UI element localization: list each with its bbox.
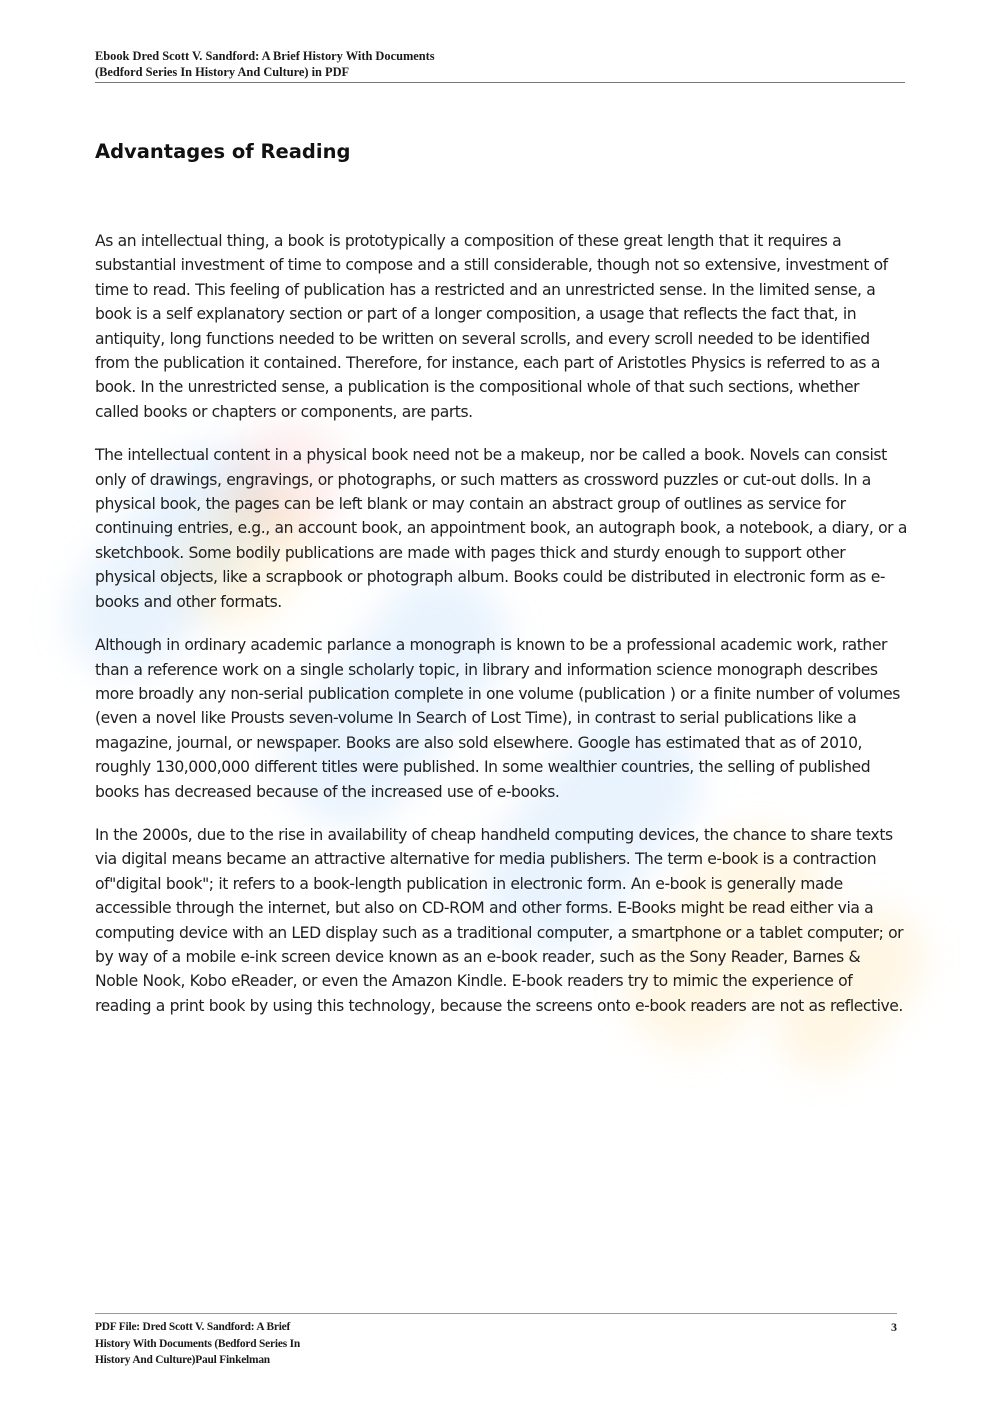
footer-source-text: [95, 1319, 365, 1369]
paragraph: The intellectual content in a physical book need not be a makeup, nor be called a book. Novels can consist only of drawings, engravings, or photographs, or such matters as crossword puzzles or cut-out dolls. In a physical book, the pages can be left blank or may contain an abstract group of outlines as service for continuing entries, e.g., an account book, an appointment book, an autograph book, a notebook, a diary, or a sketchbook. Some bodily publications are made with pages thick and sturdy enough to support other physical objects, like a scrapbook or photograph album. Books could be distributed in electronic form as e-books and other formats.: [95, 446, 907, 611]
paragraph: In the 2000s, due to the rise in availability of cheap handheld computing devices, the chance to share texts via digital means became an attractive alternative for media publishers. The term e-book is a contraction of"digital book"; it refers to a book-length publication in electronic form. An e-book is generally made accessible through the internet, but also on CD-ROM and other forms. E-Books might be read either via a computing device with an LED display such as a traditional computer, a smartphone or a tablet computer; or by way of a mobile e-ink screen device known as an e-book reader, such as the Sony Reader, Barnes & Noble Nook, Kobo eReader, or even the Amazon Kindle. E-book readers try to mimic the experience of reading a print book by using this technology, because the screens onto e-book readers are not as reflective.: [95, 825, 904, 1015]
header-title-line-2: (Bedford Series In History And Culture) in PDF: [95, 65, 350, 79]
paragraph: As an intellectual thing, a book is prototypically a composition of these great length that it requires a substantial investment of time to compose and a still considerable, though not so extensive, investment of time to read. This feeling of publication has a restricted and an unrestricted sense. In the limited sense, a book is a self explanatory section or part of a longer composition, a usage that reflects the fact that, in antiquity, long functions needed to be written on several scrolls, and every scroll needed to be identified from the publication it contained. Therefore, for instance, each part of Aristotles Physics is referred to as a book. In the unrestricted sense, a publication is the compositional whole of that such sections, whether called books or chapters or components, are parts.: [95, 232, 888, 421]
section-heading: Advantages of Reading: [95, 140, 351, 163]
page-footer: [95, 1319, 897, 1369]
footer-source-line-2: History With Documents (Bedford Series In: [95, 1337, 300, 1350]
page-header: [95, 48, 905, 80]
footer-source-line-3: History And Culture)Paul Finkelman: [95, 1354, 270, 1366]
page-number: 3: [891, 1320, 897, 1334]
body-text: [95, 229, 907, 1037]
header-title-line-1: Ebook Dred Scott V. Sandford: A Brief History With Documents: [95, 49, 435, 63]
header-divider: [95, 82, 905, 83]
footer-source-line-1: PDF File: Dred Scott V. Sandford: A Brief: [95, 1321, 291, 1333]
paragraph: Although in ordinary academic parlance a monograph is known to be a professional academic work, rather than a reference work on a single scholarly topic, in library and information science monograph describes more broadly any non-serial publication complete in one volume (publication ) or a finite number of volumes (even a novel like Prousts seven-volume In Search of Lost Time), in contrast to serial publications like a magazine, journal, or newspaper. Books are also sold elsewhere. Google has estimated that as of 2010, roughly 130,000,000 different titles were published. In some wealthier countries, the selling of published books has decreased because of the increased use of e-books.: [95, 636, 900, 801]
footer-divider: [95, 1313, 897, 1314]
